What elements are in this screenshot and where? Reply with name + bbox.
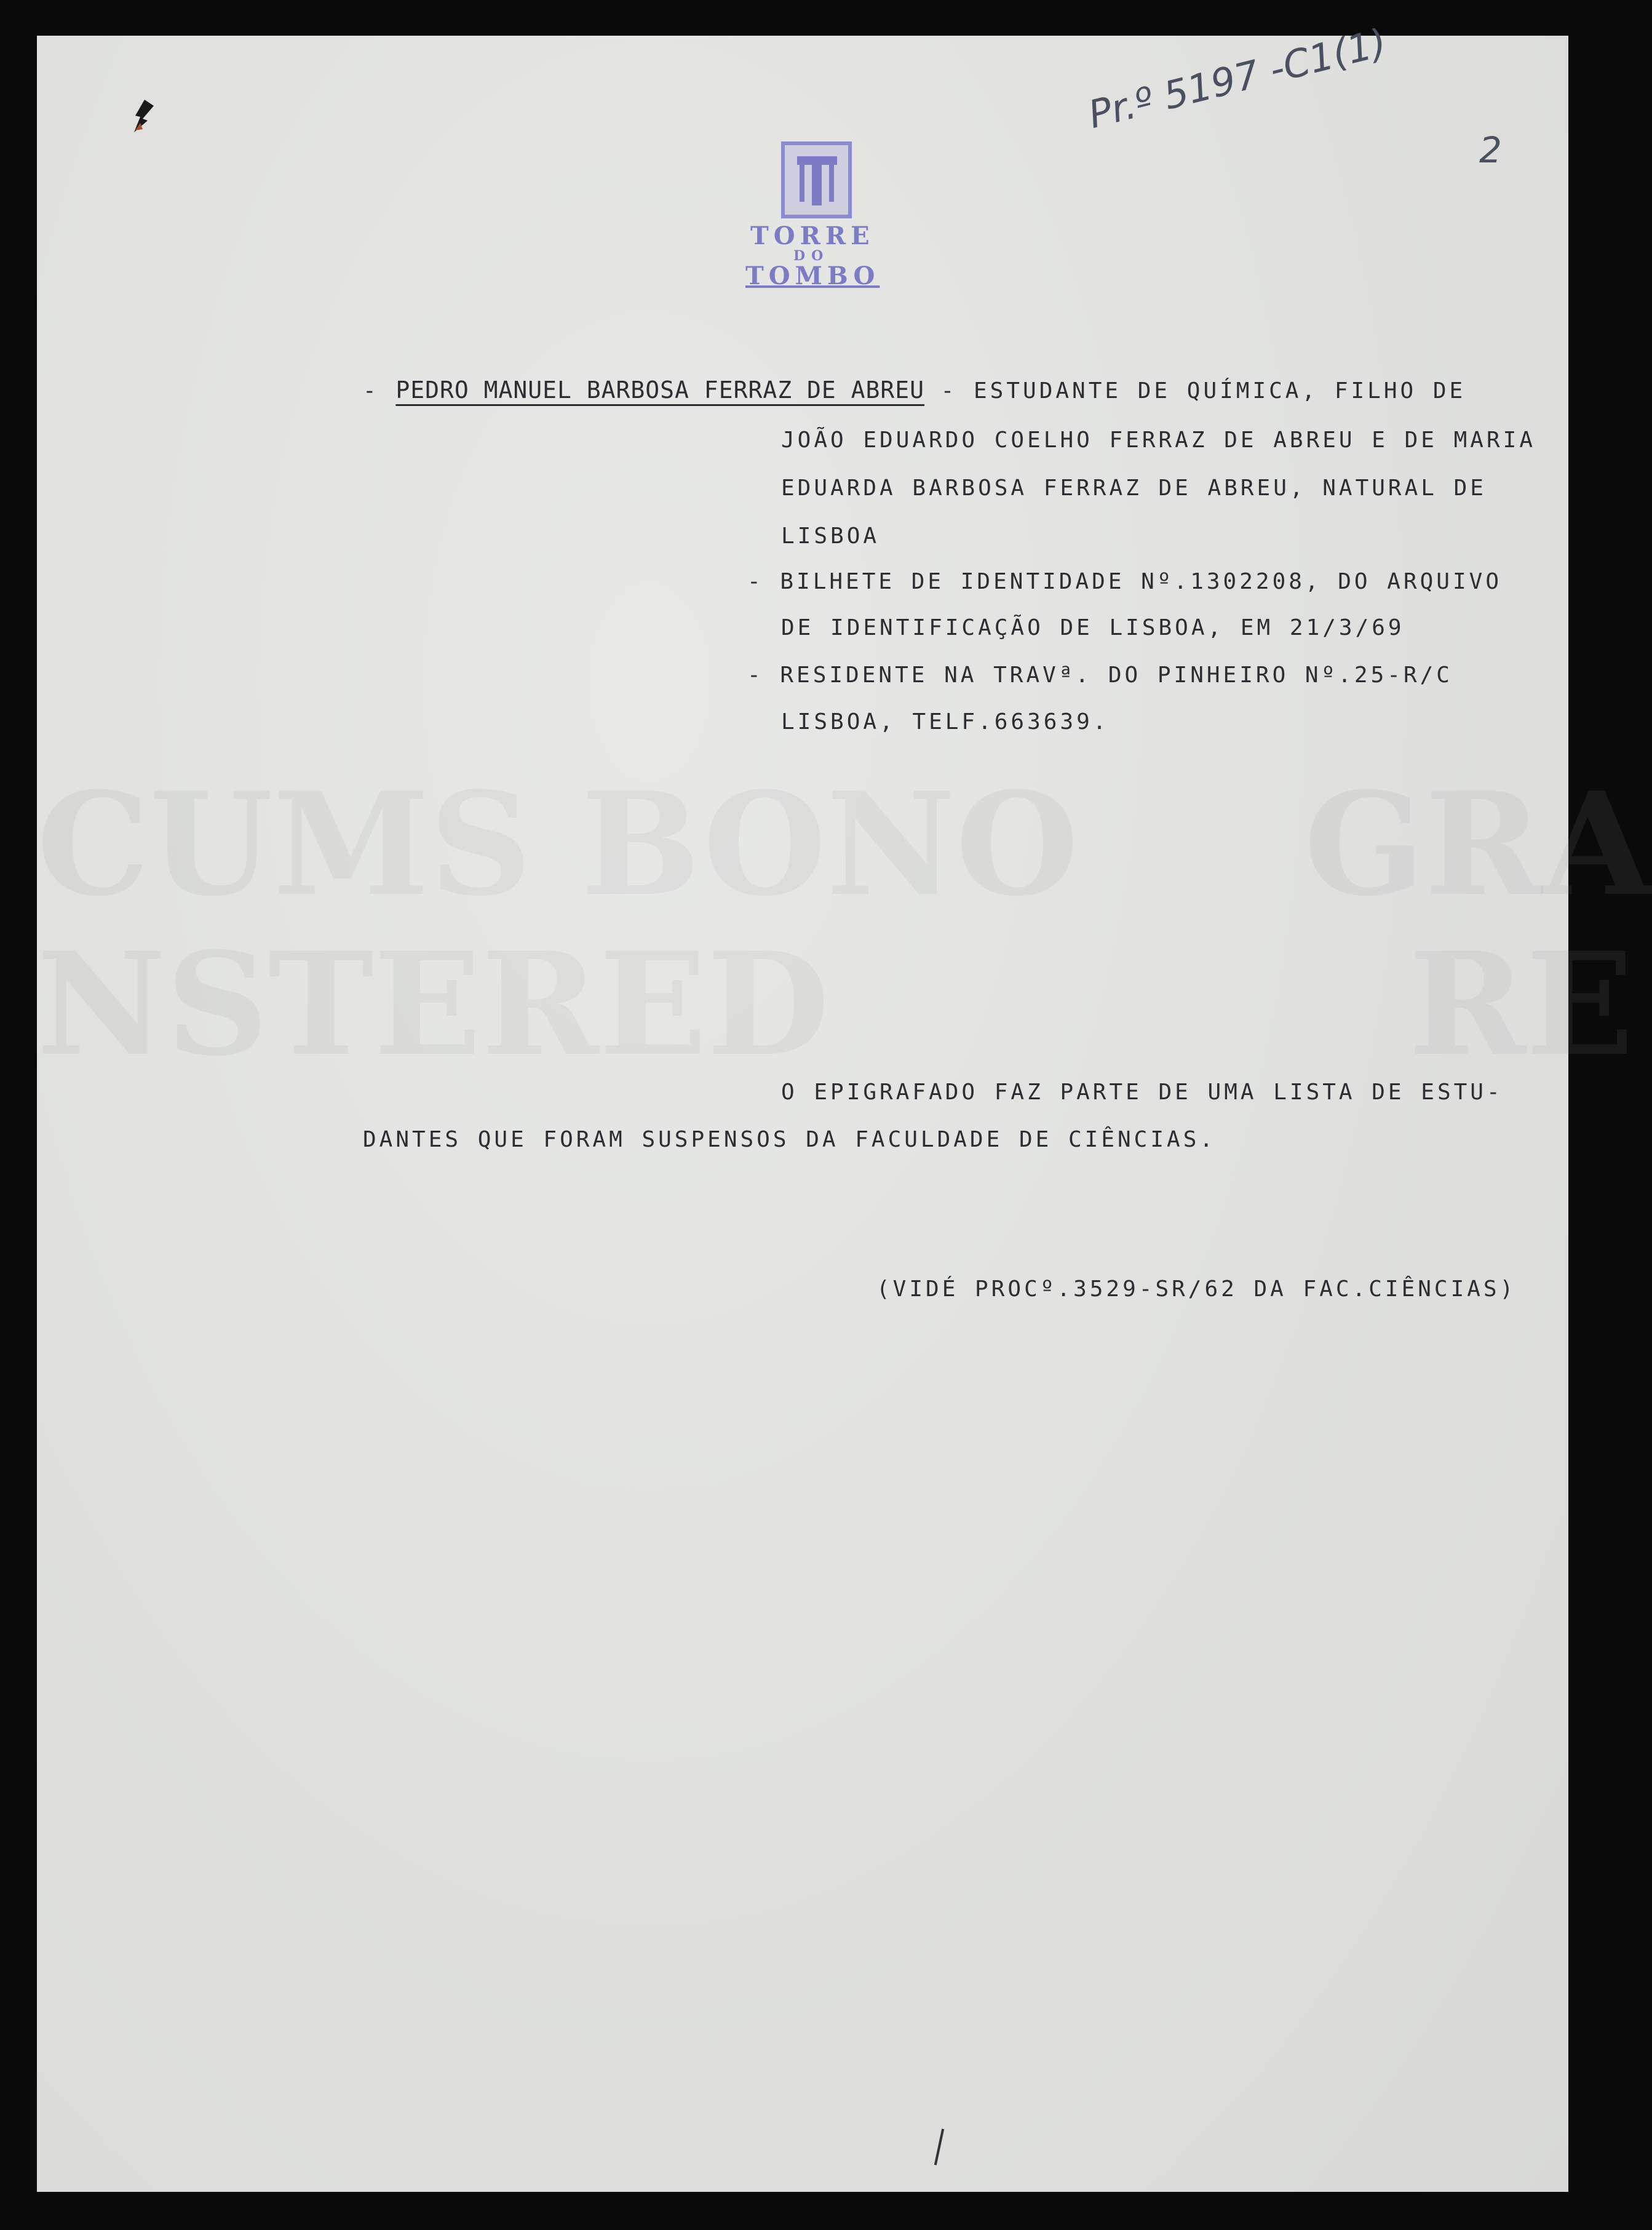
header-line-1-rest: - ESTUDANTE DE QUÍMICA, FILHO DE [924, 378, 1466, 404]
corner-mark-icon [129, 98, 160, 135]
paragraph-line-2: DANTES QUE FORAM SUSPENSOS DA FACULDADE DE CIÊNCIAS. [363, 1127, 1217, 1152]
stamp-emblem [781, 141, 852, 218]
handwritten-page-number: 2 [1479, 129, 1502, 171]
bleed-through-text: NSTERED [37, 922, 830, 1088]
torre-do-tombo-stamp [738, 138, 898, 290]
identity-line-2: DE IDENTIFICAÇÃO DE LISBOA, EM 21/3/69 [781, 615, 1405, 640]
stamp-line-3: TOMBO [745, 261, 880, 290]
bleed-through-text: CUMS BONO [37, 762, 1079, 928]
bleed-through-text: GRA [1304, 762, 1652, 928]
reference-note: (VIDÉ PROCº.3529-SR/62 DA FAC.CIÊNCIAS) [876, 1276, 1517, 1302]
address-line-2: LISBOA, TELF.663639. [781, 709, 1110, 735]
subject-name: PEDRO MANUEL BARBOSA FERRAZ DE ABREU [395, 376, 924, 404]
bleed-through-text: RE [1408, 922, 1634, 1088]
stamp-line-2: DO [793, 248, 830, 264]
header-dash: - [363, 378, 379, 404]
header-line-2: JOÃO EDUARDO COELHO FERRAZ DE ABREU E DE MARIA [781, 428, 1536, 453]
stamp-line-1: TORRE [750, 221, 875, 250]
header-line-3: EDUARDA BARBOSA FERRAZ DE ABREU, NATURAL DE [781, 476, 1487, 501]
paragraph-line-1: O EPIGRAFADO FAZ PARTE DE UMA LISTA DE ESTU- [781, 1080, 1503, 1105]
address-line-1: - RESIDENTE NA TRAVª. DO PINHEIRO Nº.25-R/C [747, 663, 1453, 688]
identity-line-1: - BILHETE DE IDENTIDADE Nº.1302208, DO ARQUIVO [747, 569, 1502, 594]
document-page [37, 36, 1652, 2192]
header-line-1 [363, 376, 1466, 404]
handwritten-reference: Pr.º 5197 -C1(1) [1084, 20, 1391, 137]
header-line-4: LISBOA [781, 524, 880, 549]
tower-icon [791, 151, 843, 210]
